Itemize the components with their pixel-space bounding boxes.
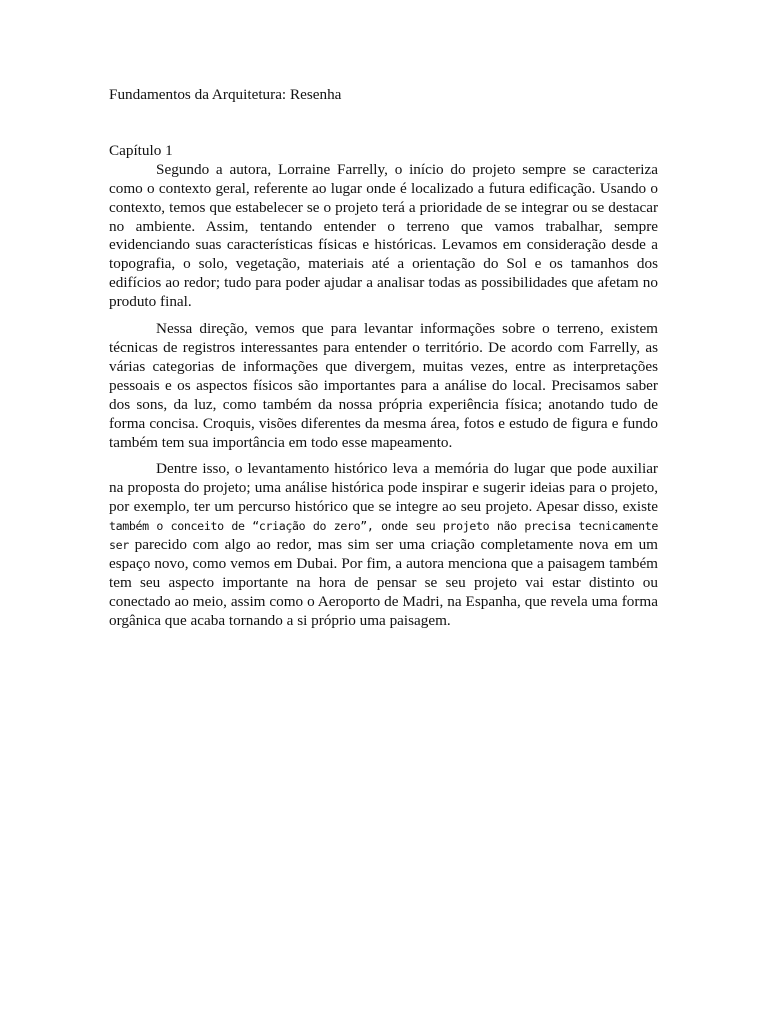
paragraph-1: Segundo a autora, Lorraine Farrelly, o início do projeto sempre se caracteriza como o contexto geral, referente ao lugar onde é localizado a futura edificação. Usando o contexto, temos que estabelecer se o projeto terá a prioridade de se integrar ou se destacar no ambiente. Assim, tentando entender o terreno que vamos trabalhar, sempre evidenciando suas características físicas e históricas. Levamos em consideração desde a topografia, o solo, vegetação, materiais até a orientação do Sol e os tamanhos dos edifícios ao redor; tudo para poder ajudar a analisar todas as possibilidades que afetam no produto final. bbox=[109, 160, 658, 311]
chapter-heading: Capítulo 1 bbox=[109, 141, 173, 159]
paragraph-2: Nessa direção, vemos que para levantar informações sobre o terreno, existem técnicas de registros interessantes para entender o território. De acordo com Farrelly, as várias categorias de informações que divergem, muitas vezes, entre as interpretações pessoais e os aspectos físicos são importantes para a análise do local. Precisamos saber dos sons, da luz, como também da nossa própria experiência física; anotando tudo de forma concisa. Croquis, visões diferentes da mesma área, fotos e estudo de figura e fundo também tem sua importância em todo esse mapeamento. bbox=[109, 320, 658, 451]
paragraph-3-part-3: parecido com algo ao redor, mas sim ser uma criação completamente nova em um espaço novo, como vemos em Dubai. Por fim, a autora menciona que a paisagem também tem seu aspecto importante na hora de pensar se seu projeto vai estar distinto ou conectado ao meio, assim como o Aeroporto de Madri, na Espanha, que revela uma forma orgânica que acaba tornando a si próprio uma paisagem. bbox=[109, 536, 658, 629]
paragraph-3 bbox=[109, 460, 658, 630]
document-title: Fundamentos da Arquitetura: Resenha bbox=[109, 86, 342, 103]
document-body bbox=[109, 86, 658, 631]
paragraph-3-part-1: Dentre isso, o levantamento histórico leva a memória do lugar que pode auxiliar na proposta do projeto; uma análise histórica pode inspirar e sugerir ideias para o projeto, por exemplo, ter um percurso histórico que se integre ao seu projeto. Apesar disso, existe bbox=[109, 460, 658, 516]
paragraph-3-monospace-segment: também o conceito de “criação do zero”, onde seu projeto não precisa tecnicamente ser bbox=[109, 519, 658, 553]
